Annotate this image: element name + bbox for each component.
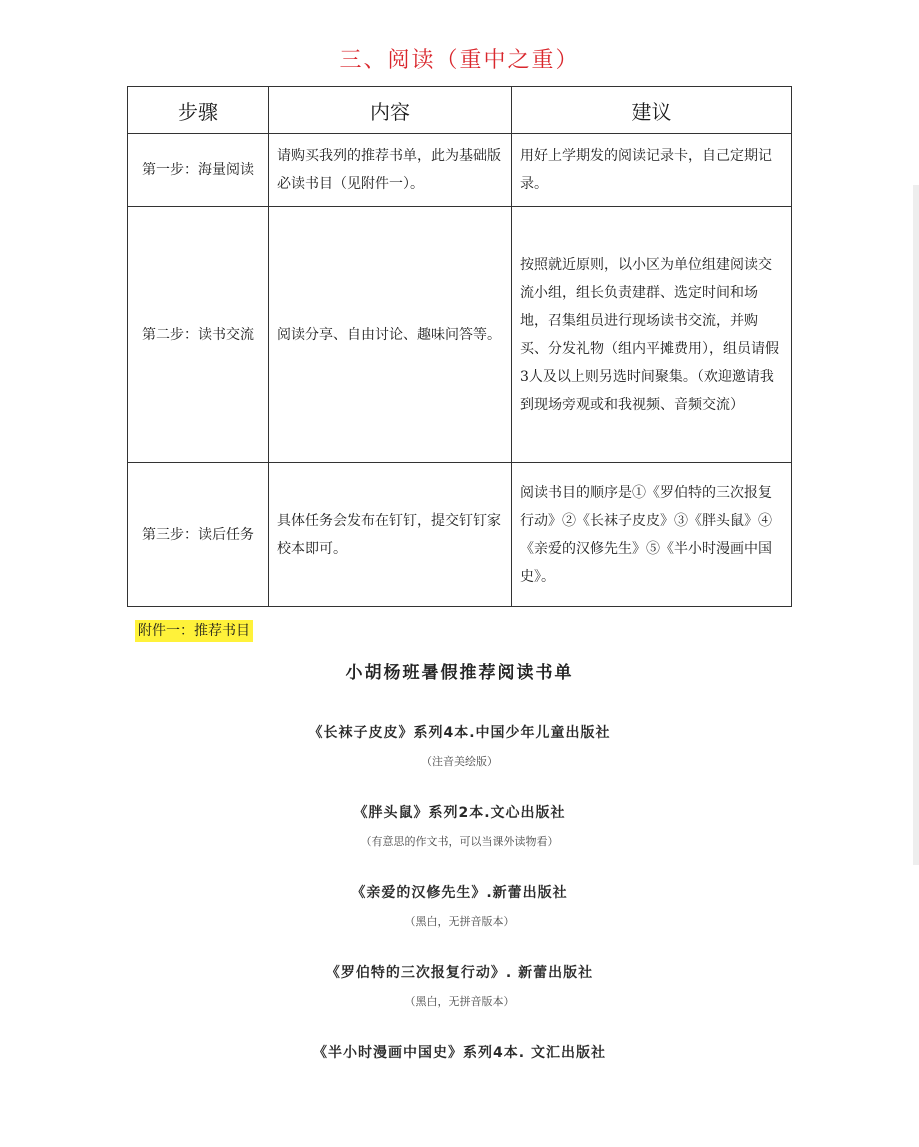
book-note: （黑白，无拼音版本） xyxy=(404,915,515,928)
book-note: （有意思的作文书，可以当课外读物看） xyxy=(360,835,559,848)
book-note: （注音美绘版） xyxy=(421,755,498,768)
list-item xyxy=(0,718,919,776)
attachment-label: 附件一：推荐书目 xyxy=(135,620,253,642)
advice-cell: 按照就近原则，以小区为单位组建阅读交流小组，组长负责建群、选定时间和场地，召集组员进行现场读书交流，并购买、分发礼物（组内平摊费用），组员请假3人及以上则另选时间聚集。（欢迎邀请我到现场旁观或和我视频、音频交流） xyxy=(512,207,792,463)
table-header-row xyxy=(128,87,792,134)
book-note: （黑白，无拼音版本） xyxy=(404,995,515,1008)
step-cell: 第三步：读后任务 xyxy=(128,463,269,607)
book-line: 《胖头鼠》系列2本.文心出版社 xyxy=(353,805,566,821)
content-cell: 具体任务会发布在钉钉，提交钉钉家校本即可。 xyxy=(269,463,512,607)
scrollbar-track[interactable] xyxy=(913,185,919,865)
booklist-title: 小胡杨班暑假推荐阅读书单 xyxy=(345,663,574,683)
list-item xyxy=(0,958,919,1016)
content-cell: 请购买我列的推荐书单，此为基础版必读书目（见附件一）。 xyxy=(269,134,512,207)
section-title: 三、阅读（重中之重） xyxy=(339,48,580,73)
header-content: 内容 xyxy=(269,87,512,134)
list-item xyxy=(0,878,919,936)
step-cell: 第一步：海量阅读 xyxy=(128,134,269,207)
book-line: 《亲爱的汉修先生》.新蕾出版社 xyxy=(351,885,568,901)
booklist xyxy=(0,656,919,1090)
content-cell: 阅读分享、自由讨论、趣味问答等。 xyxy=(269,207,512,463)
table-row xyxy=(128,134,792,207)
header-step: 步骤 xyxy=(128,87,269,134)
table-row xyxy=(128,463,792,607)
header-advice: 建议 xyxy=(512,87,792,134)
advice-cell: 用好上学期发的阅读记录卡，自己定期记录。 xyxy=(512,134,792,207)
book-line: 《罗伯特的三次报复行动》. 新蕾出版社 xyxy=(325,965,594,981)
list-item xyxy=(0,798,919,856)
list-item xyxy=(0,1038,919,1068)
advice-cell: 阅读书目的顺序是①《罗伯特的三次报复行动》②《长袜子皮皮》③《胖头鼠》④《亲爱的汉修先生》⑤《半小时漫画中国史》。 xyxy=(512,463,792,607)
book-line: 《半小时漫画中国史》系列4本. 文汇出版社 xyxy=(313,1045,606,1061)
table-row xyxy=(128,207,792,463)
step-cell: 第二步：读书交流 xyxy=(128,207,269,463)
reading-plan-table xyxy=(127,86,792,607)
book-line: 《长袜子皮皮》系列4本.中国少年儿童出版社 xyxy=(308,725,611,741)
